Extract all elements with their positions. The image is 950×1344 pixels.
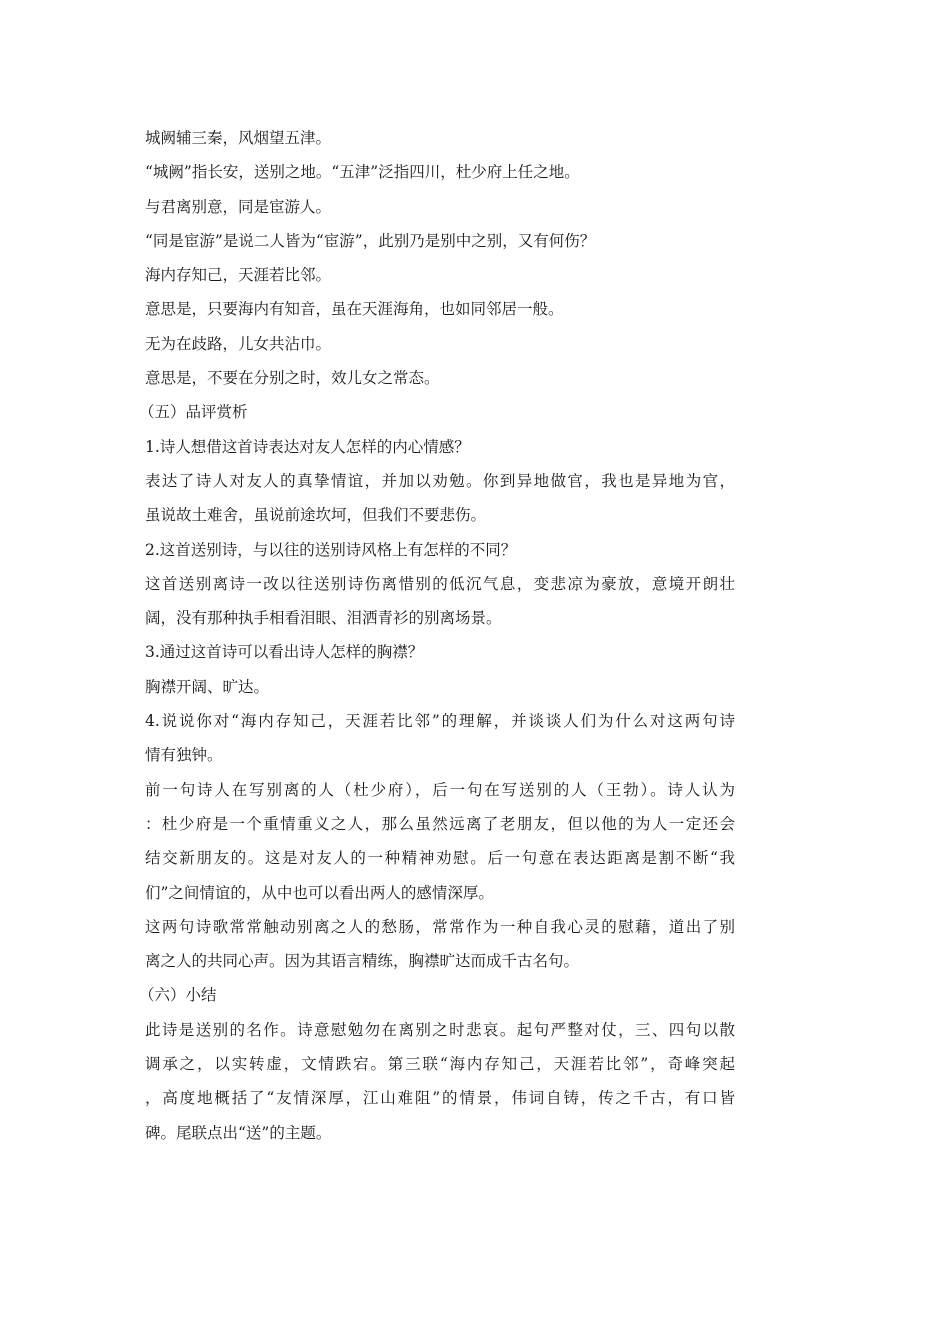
poem-verse-line: 城阙辅三秦，风烟望五津。 [145,129,332,147]
verse-explanation: “城阙”指长安，送别之地。“五津”泛指四川，杜少府上任之地。 [145,163,580,182]
section-heading: （六）小结 [139,986,217,1005]
question-line: 4.说说你对“海内存知己，天涯若比邻”的理解，并谈谈人们为什么对这两句诗 [145,712,735,731]
section-heading: （五）品评赏析 [139,403,248,422]
document-body [139,121,735,1150]
answer-line: 此诗是送别的名作。诗意慰勉勿在离别之时悲哀。起句严整对仗，三、四句以散 [145,1020,735,1039]
answer-line: 虽说故土难舍，虽说前途坎坷，但我们不要悲伤。 [145,506,487,525]
question-line: 1.诗人想借这首诗表达对友人怎样的内心情感？ [145,437,470,456]
answer-line: 这两句诗歌常常触动别离之人的愁肠，常常作为一种自我心灵的慰藉，道出了别 [145,917,735,936]
answer-line: 表达了诗人对友人的真挚情谊，并加以劝勉。你到异地做官，我也是异地为官， [145,471,735,490]
question-line: 情有独钟。 [145,746,223,765]
answer-line: 这首送别离诗一改以往送别诗伤离惜别的低沉气息，变悲凉为豪放，意境开朗壮 [145,574,735,593]
answer-line: 调承之，以实转虚，文情跌宕。第三联“海内存知己，天涯若比邻”，奇峰突起 [145,1055,735,1074]
poem-verse-line: 无为在歧路，儿女共沾巾。 [145,334,332,353]
answer-line: ：杜少府是一个重情重义之人，那么虽然远离了老朋友，但以他的为人一定还会 [145,814,735,833]
answer-line: 离之人的共同心声。因为其语言精练，胸襟旷达而成千古名句。 [145,952,580,971]
verse-explanation: 意思是，只要海内有知音，虽在天涯海角，也如同邻居一般。 [145,300,564,319]
answer-line: 阔，没有那种执手相看泪眼、泪洒青衫的别离场景。 [145,609,502,628]
answer-line: 碑。尾联点出“送”的主题。 [145,1123,332,1142]
question-line: 3.通过这首诗可以看出诗人怎样的胸襟？ [145,643,424,662]
question-line: 2.这首送别诗，与以往的送别诗风格上有怎样的不同？ [145,540,517,559]
poem-verse-line: 与君离别意，同是宦游人。 [145,197,332,216]
verse-explanation: “同是宦游”是说二人皆为“宦游”，此别乃是别中之别，又有何伤？ [145,231,596,250]
poem-verse-line: 海内存知己，天涯若比邻。 [145,266,332,285]
verse-explanation: 意思是，不要在分别之时，效儿女之常态。 [145,369,440,388]
answer-line: ，高度地概括了“友情深厚，江山难阻”的情景，伟词自铸，传之千古，有口皆 [145,1089,735,1108]
answer-line: 们”之间情谊的，从中也可以看出两人的感情深厚。 [145,883,494,902]
answer-line: 结交新朋友的。这是对友人的一种精神劝慰。后一句意在表达距离是割不断“我 [145,849,735,868]
answer-line: 前一句诗人在写别离的人（杜少府），后一句在写送别的人（王勃）。诗人认为 [145,780,735,799]
answer-line: 胸襟开阔、旷达。 [145,677,270,696]
